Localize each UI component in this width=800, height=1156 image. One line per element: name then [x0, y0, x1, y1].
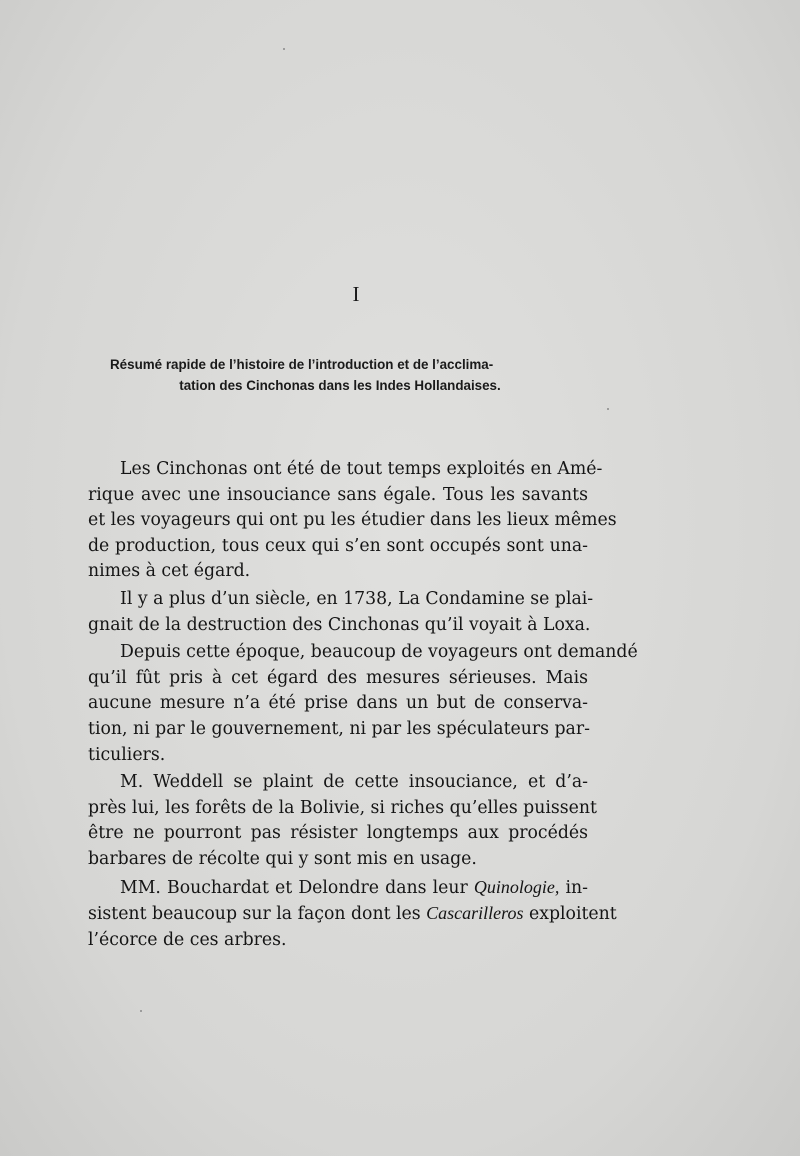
- text-run: exploitent: [528, 904, 617, 925]
- paper-speck: [140, 1010, 142, 1012]
- text-line: qu’il fût pris à cet égard des mesures sérieuses. Mais: [88, 667, 588, 688]
- text-line: Les Cinchonas ont été de tout temps exploités en Amé-: [120, 459, 603, 479]
- italic-title: Quinologie,: [473, 876, 560, 897]
- heading-line-2: tation des Cinchonas dans les Indes Hollandaises.: [179, 378, 501, 393]
- text-line: et les voyageurs qui ont pu les étudier dans les lieux mêmes: [88, 510, 617, 531]
- text-line: de production, tous ceux qui s’en sont occupés sont una-: [88, 535, 588, 556]
- text-line: près lui, les forêts de la Bolivie, si riches qu’elles puissent: [88, 797, 597, 818]
- text-line: Il y a plus d’un siècle, en 1738, La Condamine se plai-: [120, 588, 594, 609]
- text-line: être ne pourront pas résister longtemps aux procédés: [88, 823, 588, 844]
- text-line: l’écorce de ces arbres.: [88, 929, 287, 950]
- paragraph-4: [88, 770, 597, 872]
- text-run: sistent beaucoup sur la façon dont les: [88, 904, 421, 925]
- body-text: [88, 457, 638, 955]
- heading-line-1: Résumé rapide de l’histoire de l’introduction et de l’acclima-: [110, 357, 494, 372]
- text-line: gnait de la destruction des Cinchonas qu’il voyait à Loxa.: [88, 614, 591, 635]
- text-line: [88, 875, 588, 902]
- paragraph-1: [88, 457, 617, 585]
- text-line: ticuliers.: [88, 744, 166, 765]
- text-line: rique avec une insouciance sans égale. Tous les savants: [88, 484, 588, 505]
- paper-speck: [283, 48, 285, 50]
- paragraph-5: [88, 875, 617, 954]
- text-run: MM. Bouchardat et Delondre dans leur: [120, 877, 468, 898]
- text-line: M. Weddell se plaint de cette insouciance, et d’a-: [120, 772, 588, 793]
- text-line: Depuis cette époque, beaucoup de voyageurs ont demandé: [120, 642, 638, 663]
- italic-term: Cascarilleros: [426, 903, 524, 924]
- paragraph-3: [88, 640, 638, 768]
- text-run: in-: [565, 877, 589, 898]
- text-line: [88, 901, 617, 928]
- paper-speck: [607, 408, 609, 410]
- text-line: nimes à cet égard.: [88, 561, 251, 582]
- text-line: aucune mesure n’a été prise dans un but de conserva-: [88, 693, 588, 714]
- text-line: tion, ni par le gouvernement, ni par les spéculateurs par-: [88, 718, 590, 739]
- chapter-number: I: [352, 282, 360, 306]
- chapter-heading: [110, 354, 610, 396]
- text-line: barbares de récolte qui y sont mis en usage.: [88, 848, 477, 869]
- paragraph-2: [88, 587, 594, 638]
